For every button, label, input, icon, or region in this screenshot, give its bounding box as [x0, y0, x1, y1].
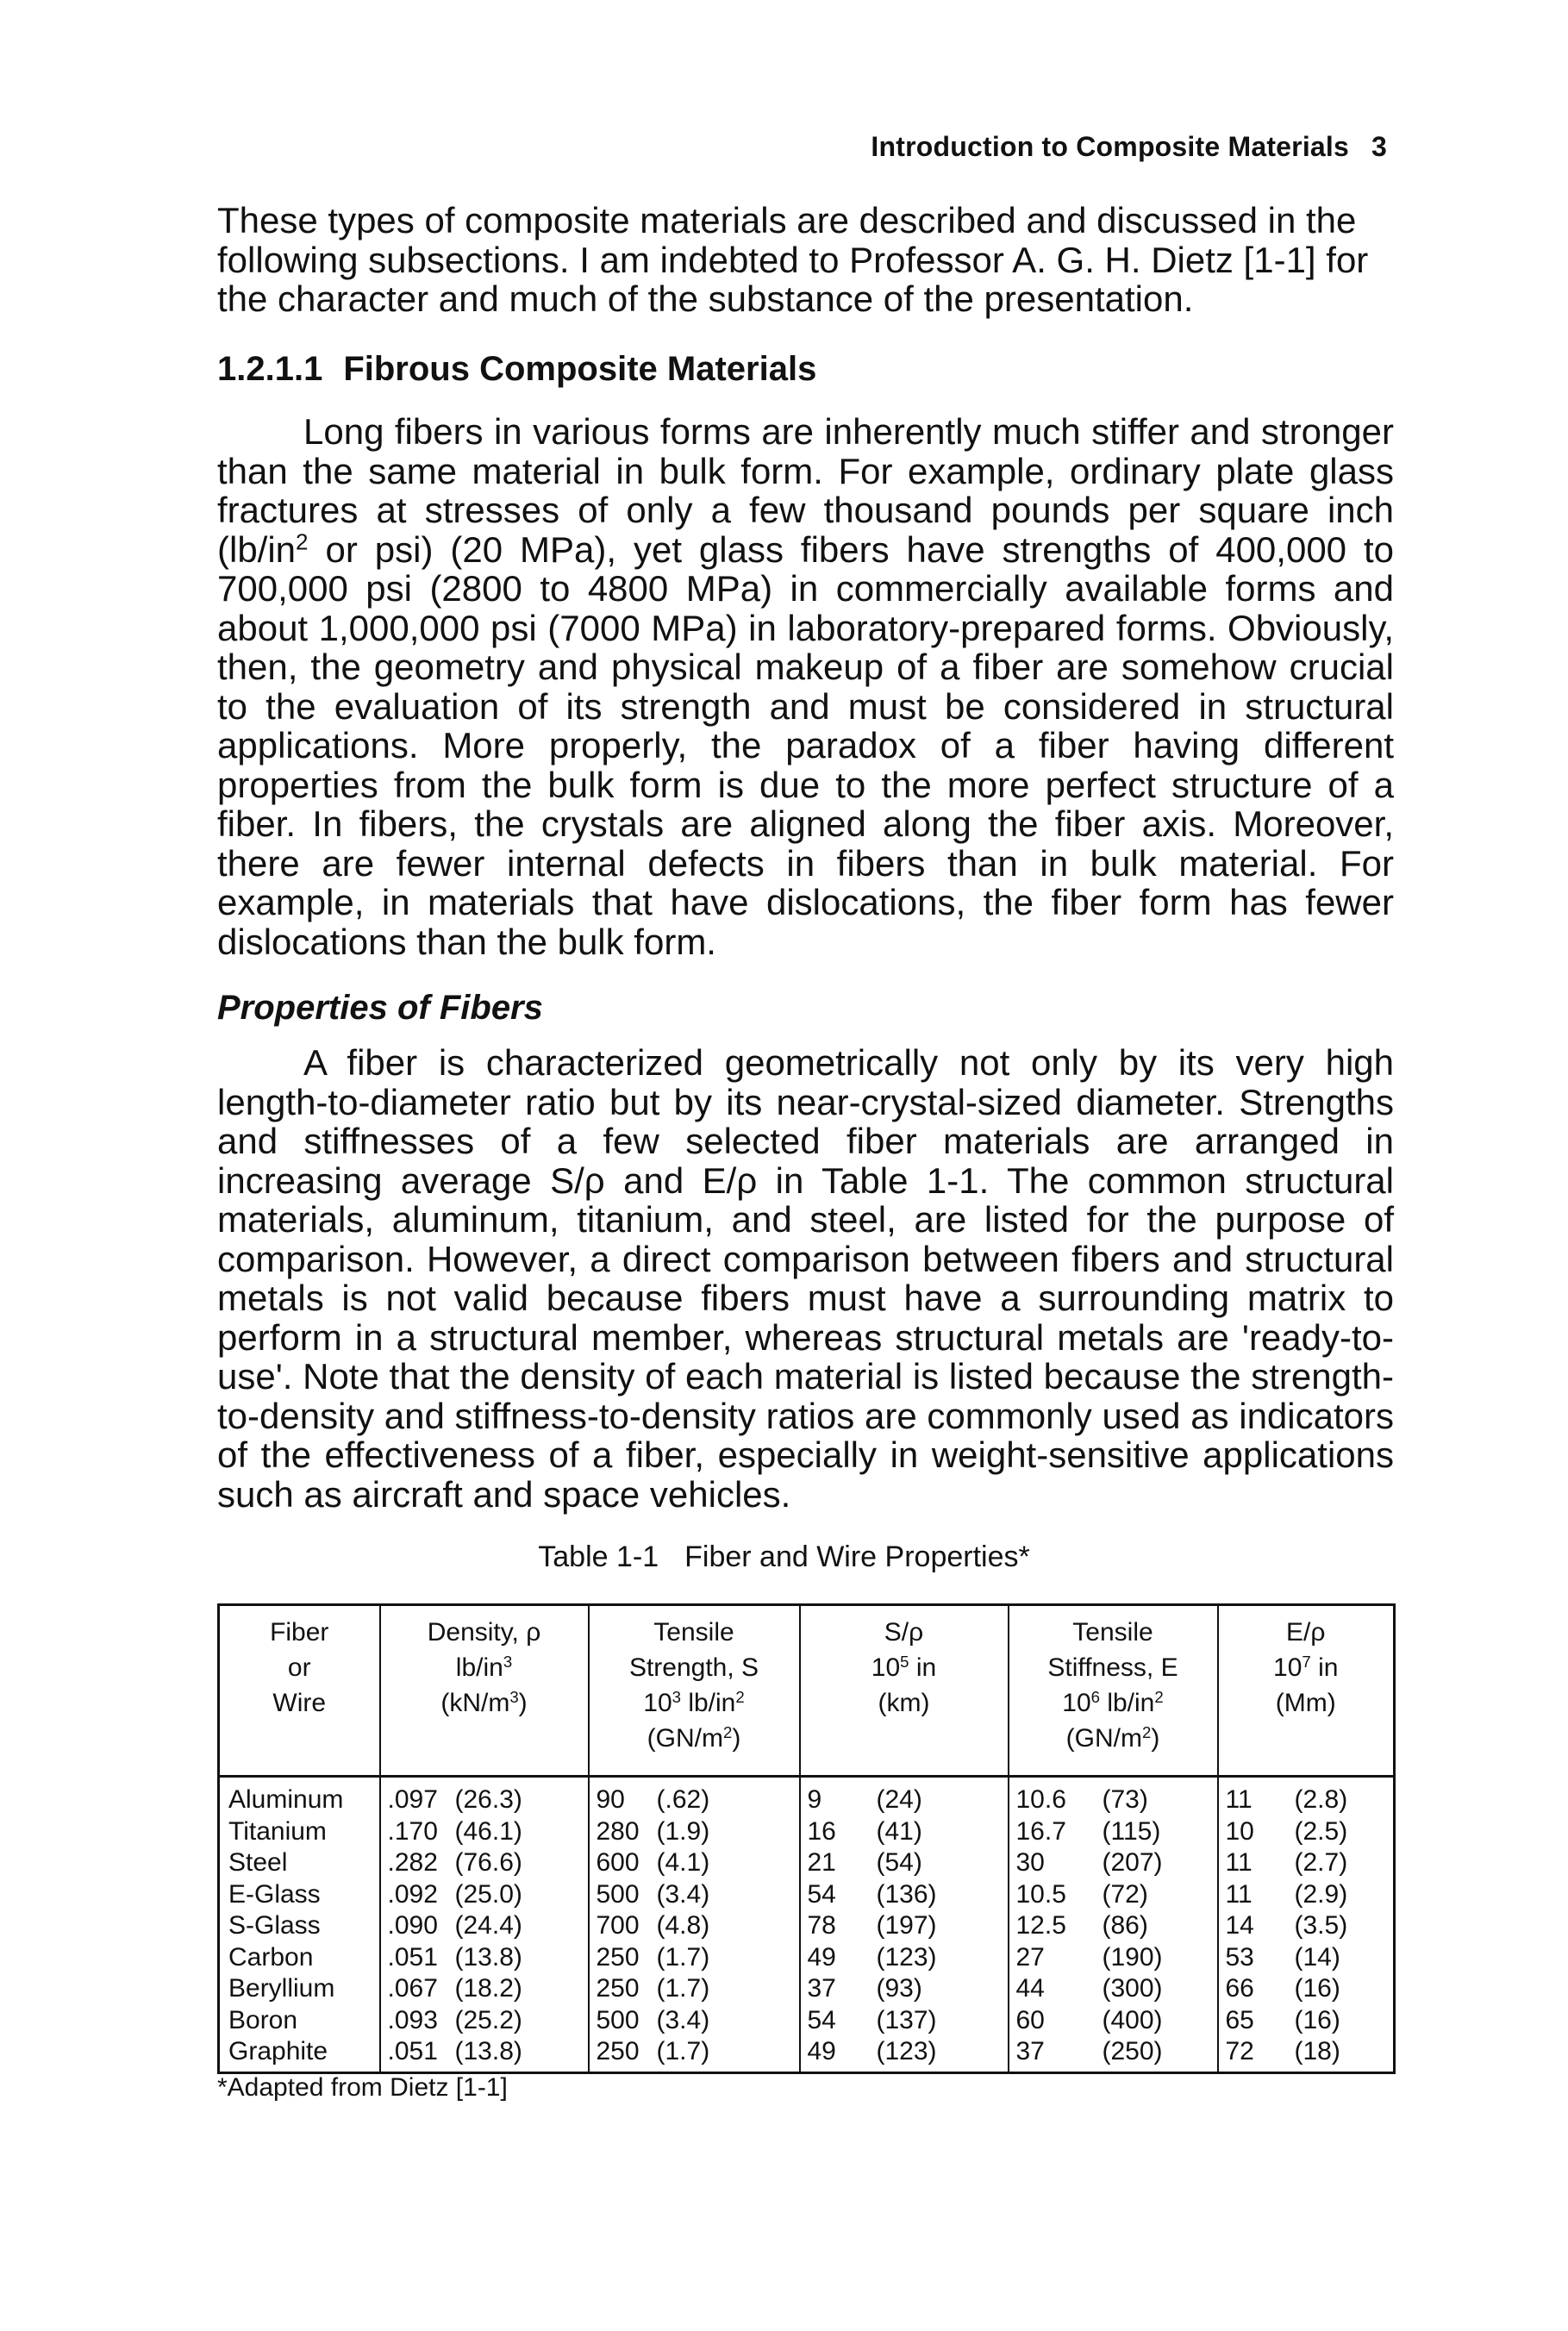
cell-s-rho: 78 (197) — [800, 1910, 1009, 1942]
cell-strength: 500 (3.4) — [589, 1879, 800, 1911]
table-caption — [0, 1540, 1568, 1574]
header-density: Density, ρ $lb/in^3$ $(kN/m^3)$ — [380, 1605, 589, 1777]
cell-stiffness: 30 (207) — [1009, 1847, 1218, 1879]
fiber-properties-table — [217, 1603, 1396, 2074]
table-caption-title: Fiber and Wire Properties* — [684, 1540, 1030, 1573]
table-row — [219, 1942, 1395, 1974]
cell-e-rho: 14 (3.5) — [1218, 1910, 1395, 1942]
intro-paragraph: These types of composite materials are described and discussed in the following subsections. I am indebted to Professor A. G. H. Dietz [1-1] for the character and much of the substance of the presentation. — [217, 200, 1369, 319]
cell-e-rho: 53 (14) — [1218, 1942, 1395, 1974]
superscript: 2 — [296, 528, 309, 555]
cell-s-rho: 9 (24) — [800, 1777, 1009, 1816]
cell-stiffness: 12.5 (86) — [1009, 1910, 1218, 1942]
cell-material-name: Graphite — [219, 2036, 380, 2072]
paragraph-text: Long fibers in various forms are inherently much stiffer and stronger than the same material in bulk form. For example, ordinary plate glass fractures at stresses of only a few thousand pounds per square inch (lb/in — [217, 411, 1394, 570]
running-head — [871, 131, 1387, 163]
table-footnote: *Adapted from Dietz [1-1] — [217, 2073, 508, 2102]
cell-density: .093 (25.2) — [380, 2005, 589, 2037]
paragraph-text: or psi) (20 MPa), yet glass fibers have strengths of 400,000 to 700,000 psi (2800 to 4800 MPa) in commercially available forms and about 1,000,000 psi (7000 MPa) in laboratory-prepared forms. Obviously, then, the geometry and physical makeup of a fiber are somehow crucial to the evaluation of its strength and must be considered in structural applications. More properly, the paradox of a fiber having different properties from the bulk form is due to the more perfect structure of a fiber. In fibers, the crystals are aligned along the fiber axis. Moreover, there are fewer internal defects in fibers than in bulk material. For example, in materials that have dislocations, the fiber form has fewer dislocations than the bulk form. — [217, 528, 1394, 962]
cell-density: .090 (24.4) — [380, 1910, 589, 1942]
page-number: 3 — [1371, 131, 1387, 162]
cell-density: .051 (13.8) — [380, 1942, 589, 1974]
cell-material-name: Titanium — [219, 1816, 380, 1848]
cell-strength: 250 (1.7) — [589, 1942, 800, 1974]
cell-e-rho: 65 (16) — [1218, 2005, 1395, 2037]
cell-density: .092 (25.0) — [380, 1879, 589, 1911]
cell-density: .051 (13.8) — [380, 2036, 589, 2072]
table-row — [219, 2036, 1395, 2072]
table-row — [219, 1879, 1395, 1911]
table-row — [219, 1973, 1395, 2005]
cell-stiffness: 10.6 (73) — [1009, 1777, 1218, 1816]
cell-material-name: E-Glass — [219, 1879, 380, 1911]
fibrous-paragraph — [217, 412, 1394, 961]
table-row — [219, 1910, 1395, 1942]
cell-s-rho: 54 (137) — [800, 2005, 1009, 2037]
cell-e-rho: 10 (2.5) — [1218, 1816, 1395, 1848]
cell-material-name: Beryllium — [219, 1973, 380, 2005]
cell-stiffness: 44 (300) — [1009, 1973, 1218, 2005]
properties-heading: Properties of Fibers — [217, 989, 543, 1027]
cell-s-rho: 16 (41) — [800, 1816, 1009, 1848]
cell-s-rho: 37 (93) — [800, 1973, 1009, 2005]
running-head-title: Introduction to Composite Materials — [871, 131, 1349, 162]
table-caption-label: Table 1-1 — [538, 1540, 659, 1573]
header-fiber: Fiber or Wire — [219, 1605, 380, 1777]
cell-strength: 280 (1.9) — [589, 1816, 800, 1848]
cell-s-rho: 54 (136) — [800, 1879, 1009, 1911]
cell-s-rho: 49 (123) — [800, 1942, 1009, 1974]
cell-density: .170 (46.1) — [380, 1816, 589, 1848]
cell-material-name: Carbon — [219, 1942, 380, 1974]
cell-e-rho: 11 (2.9) — [1218, 1879, 1395, 1911]
cell-strength: 250 (1.7) — [589, 1973, 800, 2005]
cell-stiffness: 60 (400) — [1009, 2005, 1218, 2037]
table-header-row — [219, 1605, 1395, 1777]
header-tensile-strength: Tensile Strength, S $10^3$ $lb/in^2$ $(GN/m^2)$ — [589, 1605, 800, 1777]
section-title: Fibrous Composite Materials — [343, 350, 817, 388]
cell-strength: 90 (.62) — [589, 1777, 800, 1816]
cell-material-name: Boron — [219, 2005, 380, 2037]
cell-strength: 700 (4.8) — [589, 1910, 800, 1942]
cell-e-rho: 11 (2.7) — [1218, 1847, 1395, 1879]
table-row — [219, 1777, 1395, 1816]
cell-strength: 600 (4.1) — [589, 1847, 800, 1879]
cell-stiffness: 37 (250) — [1009, 2036, 1218, 2072]
cell-density: .067 (18.2) — [380, 1973, 589, 2005]
cell-density: .282 (76.6) — [380, 1847, 589, 1879]
section-heading — [217, 350, 816, 389]
cell-stiffness: 27 (190) — [1009, 1942, 1218, 1974]
cell-stiffness: 10.5 (72) — [1009, 1879, 1218, 1911]
table-row — [219, 2005, 1395, 2037]
table-row — [219, 1816, 1395, 1848]
cell-strength: 500 (3.4) — [589, 2005, 800, 2037]
header-tensile-stiffness: Tensile Stiffness, E $10^6$ $lb/in^2$ $(GN/m^2)$ — [1009, 1605, 1218, 1777]
cell-material-name: Aluminum — [219, 1777, 380, 1816]
cell-density: .097 (26.3) — [380, 1777, 589, 1816]
properties-paragraph: A fiber is characterized geometrically not only by its very high length-to-diameter ratio but by its near-crystal-sized diameter. Strengths and stiffnesses of a few selected fiber materials are arranged in increasing average S/ρ and E/ρ in Table 1-1. The common structural materials, aluminum, titanium, and steel, are listed for the purpose of comparison. However, a direct comparison between fibers and structural metals is not valid because fibers must have a surrounding matrix to perform in a structural member, whereas structural metals are 'ready-to-use'. Note that the density of each material is listed because the strength-to-density and stiffness-to-density ratios are commonly used as indicators of the effectiveness of a fiber, especially in weight-sensitive applications such as aircraft and space vehicles. — [217, 1042, 1394, 1515]
cell-e-rho: 66 (16) — [1218, 1973, 1395, 2005]
cell-material-name: S-Glass — [219, 1910, 380, 1942]
cell-e-rho: 11 (2.8) — [1218, 1777, 1395, 1816]
table-row — [219, 1847, 1395, 1879]
cell-strength: 250 (1.7) — [589, 2036, 800, 2072]
cell-s-rho: 21 (54) — [800, 1847, 1009, 1879]
cell-e-rho: 72 (18) — [1218, 2036, 1395, 2072]
section-number: 1.2.1.1 — [217, 350, 323, 388]
header-s-rho: S/ρ $10^5$ in (km) — [800, 1605, 1009, 1777]
cell-material-name: Steel — [219, 1847, 380, 1879]
cell-stiffness: 16.7 (115) — [1009, 1816, 1218, 1848]
cell-s-rho: 49 (123) — [800, 2036, 1009, 2072]
header-e-rho: E/ρ $10^7$ in (Mm) — [1218, 1605, 1395, 1777]
